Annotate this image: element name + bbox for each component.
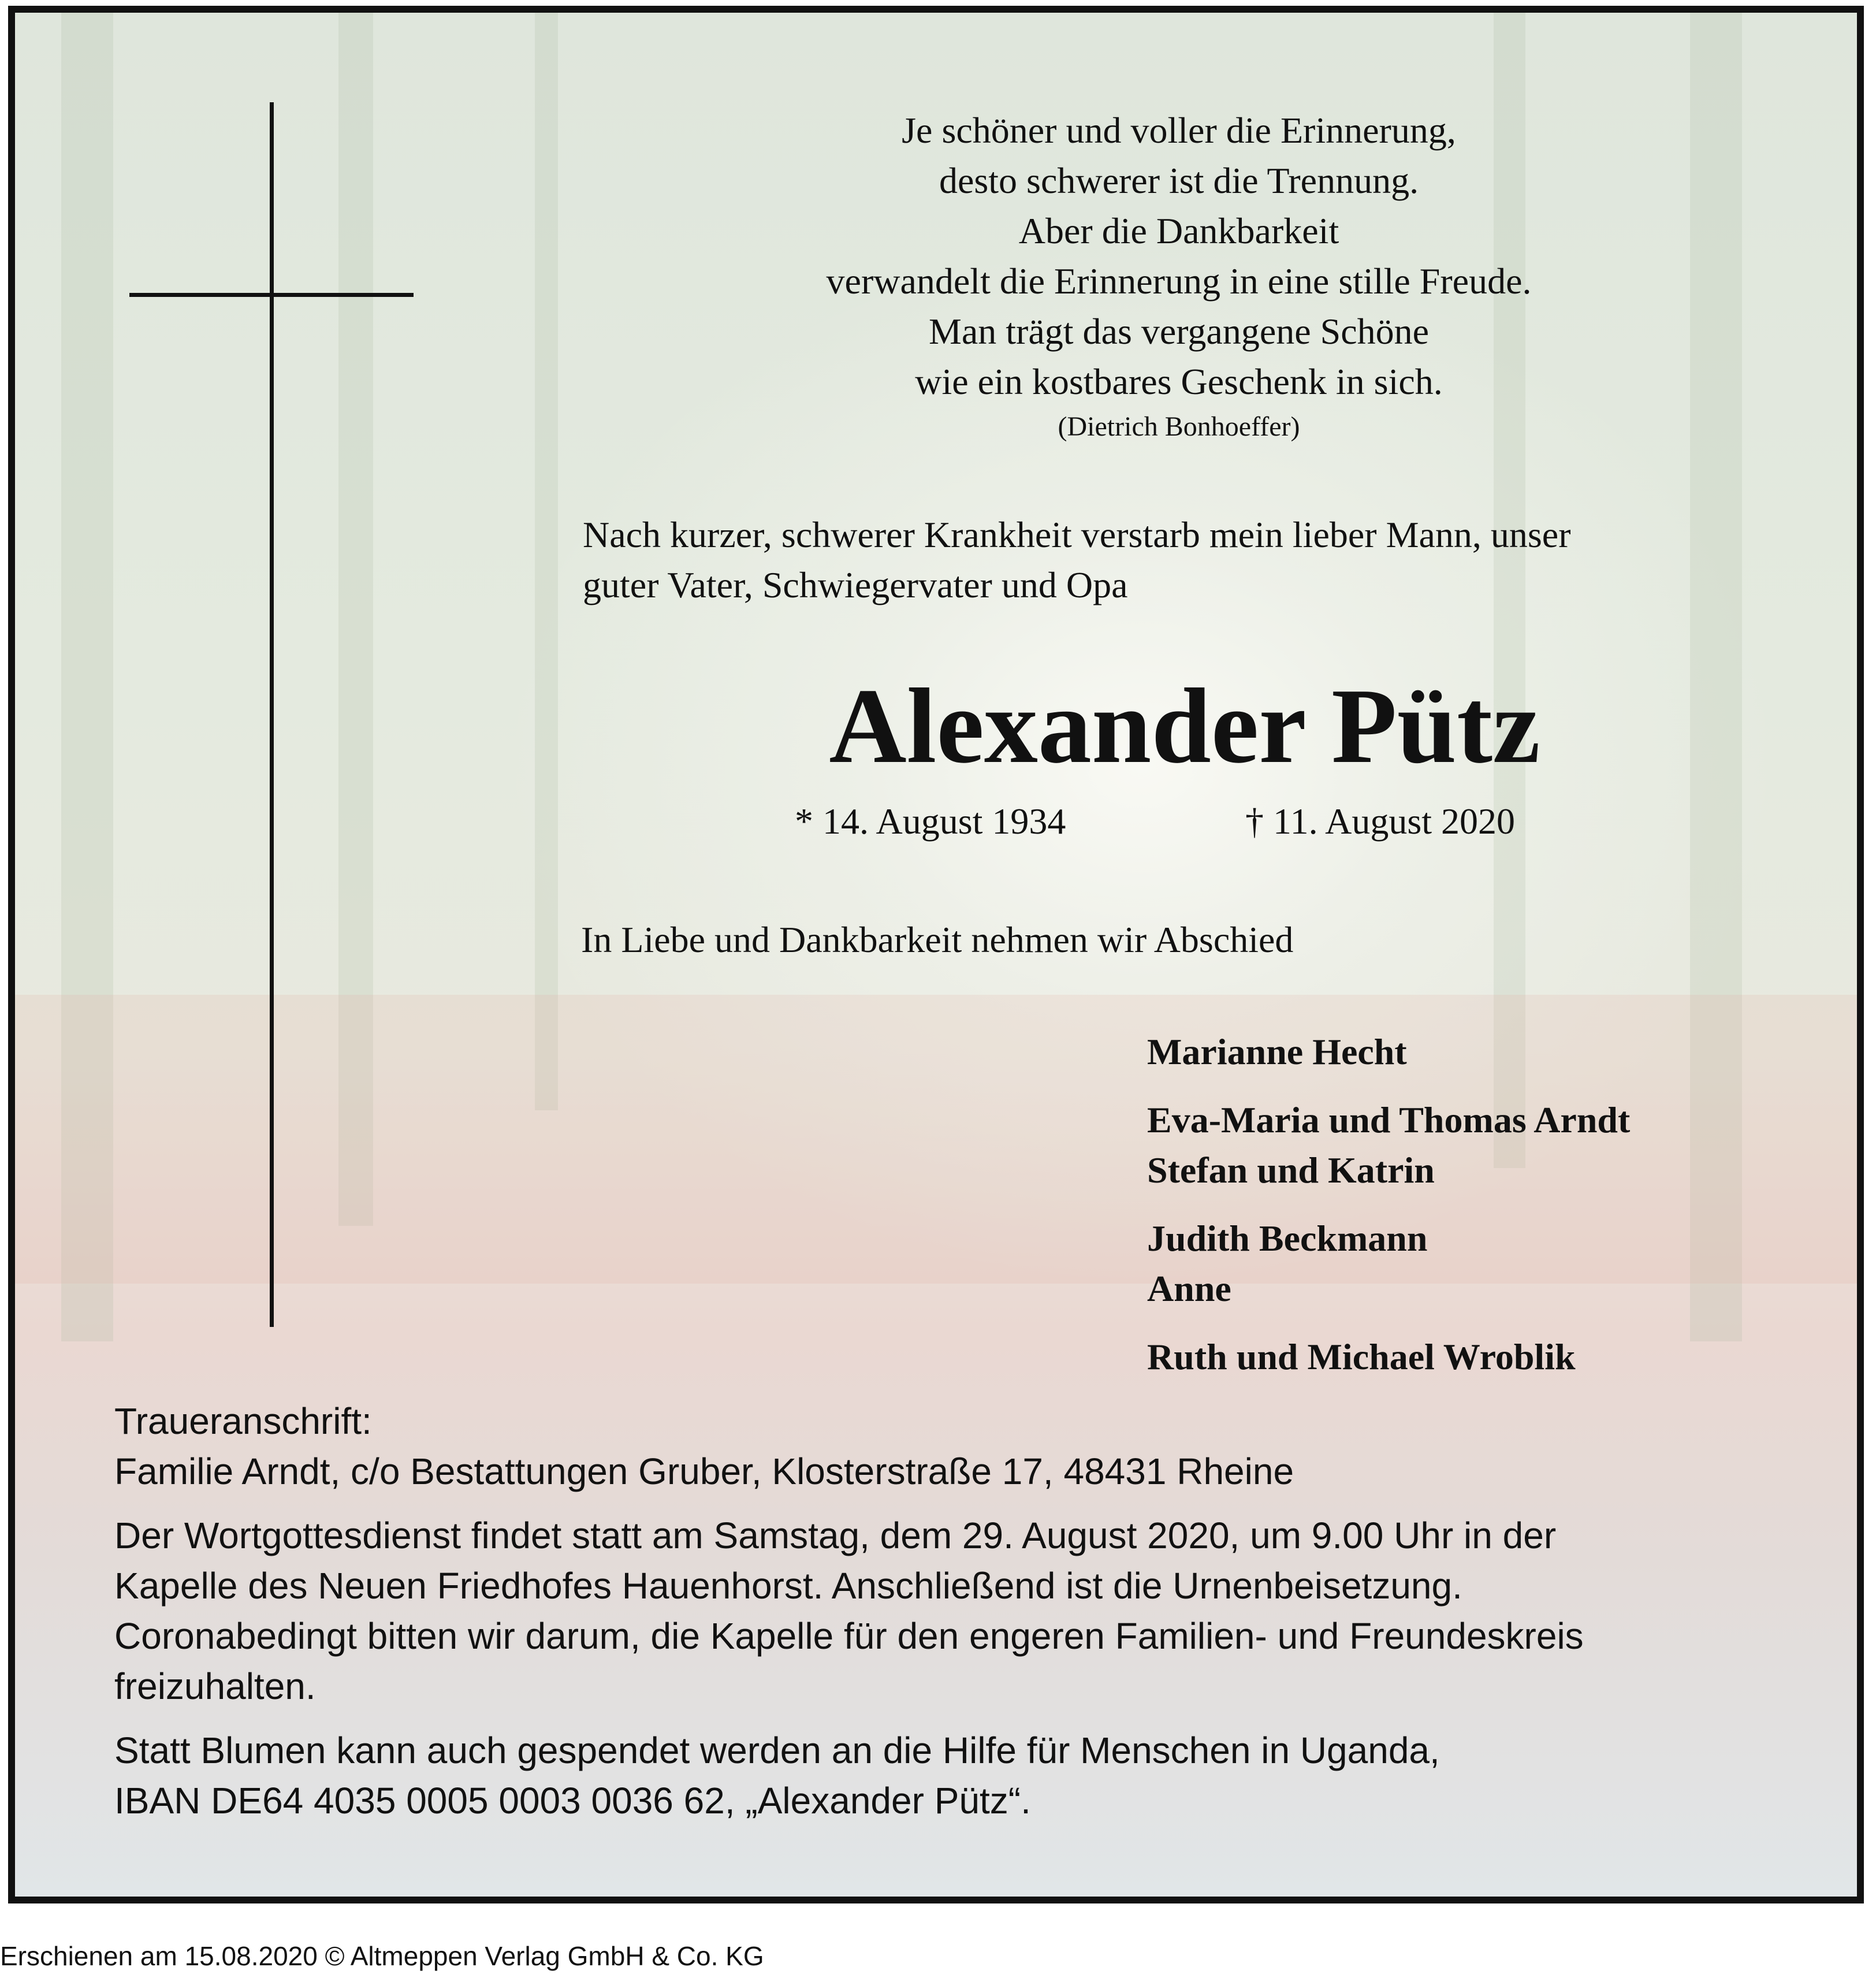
publication-footer: Erschienen am 15.08.2020 © Altmeppen Verlag GmbH & Co. KG bbox=[0, 1941, 764, 1971]
mourner-group bbox=[1147, 1095, 1630, 1195]
death-date: † 11. August 2020 bbox=[1245, 801, 1515, 842]
quote-line: Man trägt das vergangene Schöne bbox=[928, 311, 1430, 352]
bonhoeffer-quote bbox=[694, 105, 1664, 447]
background-tree bbox=[535, 13, 558, 1110]
quote-line: Je schöner und voller die Erinnerung, bbox=[902, 110, 1456, 151]
announcement-line: Nach kurzer, schwerer Krankheit verstarb mein lieber Mann, unser bbox=[583, 514, 1571, 555]
donation-line: Statt Blumen kann auch gespendet werden an die Hilfe für Menschen in Uganda, bbox=[114, 1730, 1440, 1771]
service-info bbox=[114, 1511, 1818, 1712]
mourner-name: Anne bbox=[1147, 1268, 1231, 1309]
address-text: Familie Arndt, c/o Bestattungen Gruber, Klosterstraße 17, 48431 Rheine bbox=[114, 1451, 1294, 1492]
farewell-line: In Liebe und Dankbarkeit nehmen wir Abschied bbox=[581, 919, 1294, 960]
mourners-list bbox=[1147, 1027, 1630, 1400]
mourner-name: Marianne Hecht bbox=[1147, 1031, 1407, 1072]
quote-line: verwandelt die Erinnerung in eine stille Freude. bbox=[826, 261, 1532, 302]
service-line: freizuhalten. bbox=[114, 1665, 316, 1707]
quote-line: Aber die Dankbarkeit bbox=[1018, 210, 1339, 251]
mourner-name: Judith Beckmann bbox=[1147, 1218, 1428, 1259]
quote-line: wie ein kostbares Geschenk in sich. bbox=[915, 361, 1443, 402]
service-line: Kapelle des Neuen Friedhofes Hauenhorst. Anschließend ist die Urnenbeisetzung. bbox=[114, 1565, 1462, 1607]
mourner-group bbox=[1147, 1213, 1630, 1314]
mourning-address bbox=[114, 1396, 1818, 1497]
obituary-notice bbox=[8, 6, 1864, 1903]
address-label: Traueranschrift: bbox=[114, 1400, 372, 1442]
quote-author: (Dietrich Bonhoeffer) bbox=[1058, 411, 1300, 442]
deceased-name: Alexander Pütz bbox=[829, 667, 1540, 786]
death-announcement bbox=[583, 510, 1825, 610]
announcement-line: guter Vater, Schwiegervater und Opa bbox=[583, 564, 1128, 605]
donation-info bbox=[114, 1726, 1818, 1826]
donation-line: IBAN DE64 4035 0005 0003 0036 62, „Alexander Pütz“. bbox=[114, 1780, 1031, 1821]
service-line: Coronabedingt bitten wir darum, die Kapelle für den engeren Familien- und Freundeskreis bbox=[114, 1615, 1584, 1657]
mourner-name: Eva-Maria und Thomas Arndt bbox=[1147, 1099, 1631, 1140]
cross-horizontal-bar bbox=[129, 293, 414, 297]
service-line: Der Wortgottesdienst findet statt am Samstag, dem 29. August 2020, um 9.00 Uhr in der bbox=[114, 1515, 1557, 1556]
quote-line: desto schwerer ist die Trennung. bbox=[939, 160, 1419, 201]
mourner-group bbox=[1147, 1332, 1630, 1382]
cross-vertical-bar bbox=[270, 102, 274, 1327]
birth-date: * 14. August 1934 bbox=[795, 801, 1066, 842]
mourner-name: Ruth und Michael Wroblik bbox=[1147, 1336, 1576, 1377]
funeral-details bbox=[114, 1396, 1818, 1840]
mourner-group bbox=[1147, 1027, 1630, 1077]
mourner-name: Stefan und Katrin bbox=[1147, 1150, 1435, 1191]
